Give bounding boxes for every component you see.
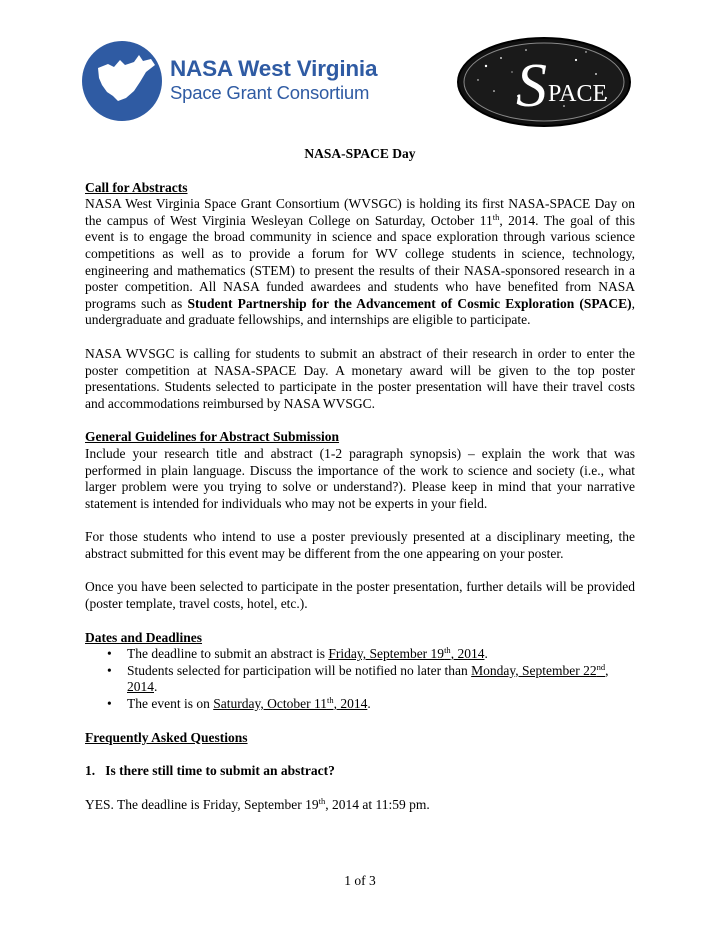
faq-heading: Frequently Asked Questions [85,729,248,745]
nasa-wv-subtitle: Space Grant Consortium [170,82,370,103]
space-logo-text: PACE [548,81,608,107]
guidelines-heading: General Guidelines for Abstract Submission [85,429,340,445]
call-paragraph-2: NASA WVSGC is calling for students to submit an abstract of their research in order to enter the poster competition at NASA-SPACE Day. A monetary award will be given to the top poster presentations. Students selected to participate in the poster presentation will have their travel costs and accommodations reimbursed by NASA WVSGC. [85,345,635,411]
list-item: • Students selected for participation will be notified no later than Monday, September 22nd, 2014. [127,663,635,696]
guidelines-paragraph-1: Include your research title and abstract (1-2 paragraph synopsis) – explain the work that was performed in plain language. Discuss the importance of the work to science and society (i.e., what larger problem were you trying to solve or understand?). Please keep in mind that your narrative statement is intended for individuals who may not be experts in your field. [85,445,635,511]
list-item: • The event is on Saturday, October 11th, 2014. [127,696,635,713]
faq-answer-1: YES. The deadline is Friday, September 19th, 2014 at 11:59 pm. [85,795,430,812]
guidelines-paragraph-3: Once you have been selected to participate in the poster presentation, further details will be provided (poster template, travel costs, hotel, etc.). [85,579,635,612]
nasa-wv-title: NASA West Virginia [170,56,378,81]
guidelines-paragraph-2: For those students who intend to use a poster previously presented at a disciplinary meeting, the abstract submitted for this event may be different from the one appearing on your poster. [85,529,635,561]
list-item: • The deadline to submit an abstract is Friday, September 19th, 2014. [127,646,635,663]
dates-heading: Dates and Deadlines [85,629,203,645]
call-paragraph-1: NASA West Virginia Space Grant Consortium (WVSGC) is holding its first NASA-SPACE Day on the campus of West Virginia Wesleyan College on Saturday, October 11th, 2014. The goal of this event is to engage the broad community in science and space exploration through various science competitions as well as to provide a forum for WV college students in science, technology, engineering and mathematics (STEM) to present the results of their NASA-sponsored research in a poster competition. All NASA funded awardees and students who have benefited from NASA programs such as Student Partnership for the Advancement of Cosmic Exploration (SPACE), undergraduate and graduate fellowships, and internships are eligible to participate. [85,196,635,328]
call-for-abstracts-heading: Call for Abstracts [85,179,188,195]
wv-state-emblem-icon [82,38,166,124]
page-number: 1 of 3 [344,873,376,888]
space-logo [456,36,632,128]
document-body [85,146,635,813]
page-title: NASA-SPACE Day [304,146,416,161]
svg-text:S: S [516,52,547,120]
faq-question-1: 1. Is there still time to submit an abstract? [85,763,335,779]
dates-list [85,646,635,712]
nasa-wv-logo [82,38,378,124]
